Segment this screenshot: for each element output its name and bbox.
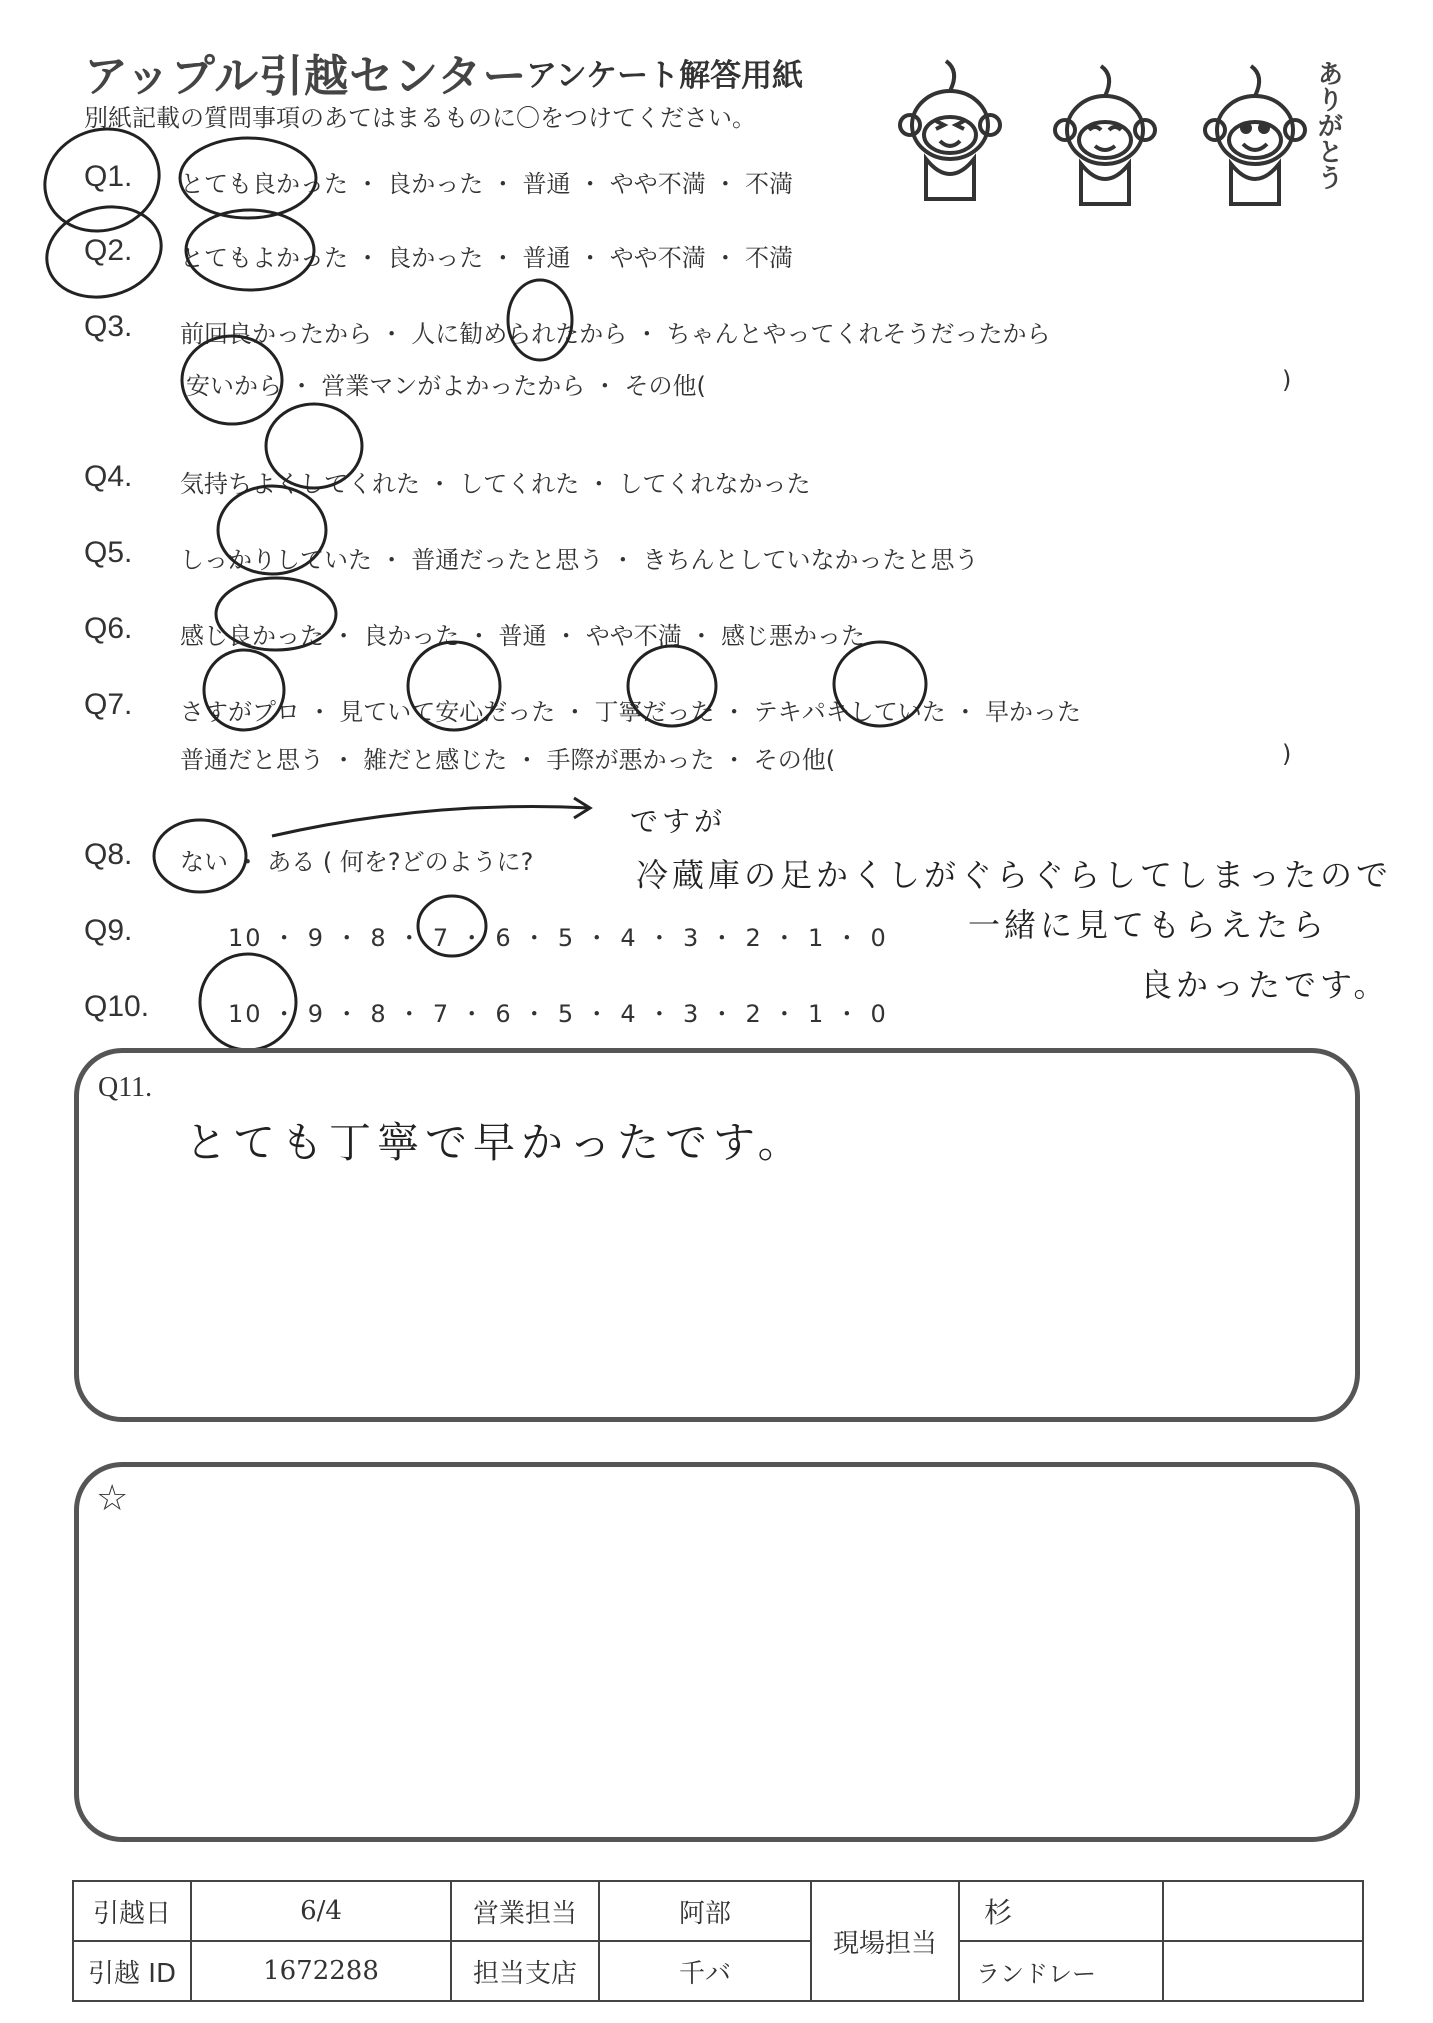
q3-options: 前回良かったから ・ 人に勧められたから ・ ちゃんとやってくれそうだったから <box>180 320 1051 348</box>
q3-label: Q3. <box>84 310 133 343</box>
q5-label: Q5. <box>84 536 133 569</box>
q3-close-paren: ) <box>1282 366 1292 394</box>
q10-label: Q10. <box>84 990 150 1023</box>
q11-comment-box <box>74 1048 1360 1422</box>
q11-label: Q11. <box>98 1072 153 1103</box>
move-id-label: 引越 ID <box>73 1941 191 2001</box>
site-value-1: 杉 <box>959 1881 1163 1941</box>
q9-label: Q9. <box>84 914 133 947</box>
q10-scale: 10 ・ 9 ・ 8 ・ 7 ・ 6 ・ 5 ・ 4 ・ 3 ・ 2 ・ 1 ・ 0 <box>228 1000 888 1028</box>
note-line-1: ですが <box>630 805 727 838</box>
sales-value: 阿部 <box>599 1881 811 1941</box>
instruction-text: 別紙記載の質問事項のあてはまるものに〇をつけてください。 <box>84 104 756 132</box>
q5-options: しっかりしていた ・ 普通だったと思う ・ きちんとしていなかったと思う <box>180 546 979 574</box>
star-comment-box <box>74 1462 1360 1842</box>
q9-scale: 10 ・ 9 ・ 8 ・ 7 ・ 6 ・ 5 ・ 4 ・ 3 ・ 2 ・ 1 ・ 0 <box>228 924 888 952</box>
move-date-value: 6/4 <box>191 1881 451 1941</box>
star-icon: ☆ <box>96 1478 129 1519</box>
q7-options-line2: 普通だと思う ・ 雑だと感じた ・ 手際が悪かった ・ その他( <box>180 746 836 774</box>
branch-value: 千バ <box>599 1941 811 2001</box>
q6-options: 感じ良かった ・ 良かった ・ 普通 ・ やや不満 ・ 感じ悪かった <box>180 622 866 650</box>
q4-label: Q4. <box>84 460 133 493</box>
thanks-text: ありがとう <box>1313 60 1343 190</box>
note-line-4: 良かったです。 <box>1140 966 1390 1004</box>
move-date-label: 引越日 <box>73 1881 191 1941</box>
q3-options-line2: 安いから ・ 営業マンがよかったから ・ その他( <box>186 372 706 400</box>
q8-options: ない ・ ある ( 何を?どのように? <box>180 848 534 876</box>
q7-label: Q7. <box>84 688 133 721</box>
form-title: アンケート解答用紙 <box>526 58 804 94</box>
q4-options: 気持ちよくしてくれた ・ してくれた ・ してくれなかった <box>180 470 811 498</box>
q8-label: Q8. <box>84 838 133 871</box>
site-label: 現場担当 <box>811 1881 959 2001</box>
q1-label: Q1. <box>84 160 133 193</box>
site-value-2: ランドレー <box>959 1941 1163 2001</box>
move-id-value: 1672288 <box>191 1941 451 2001</box>
q11-comment: とても丁寧で早かったです。 <box>185 1118 806 1167</box>
company-name: アップル引越センター <box>84 51 528 102</box>
q7-close-paren: ) <box>1282 740 1292 768</box>
footer-info-table <box>72 1880 1364 2002</box>
branch-label: 担当支店 <box>451 1941 599 2001</box>
monkey-mascots-icon <box>890 40 1340 215</box>
sales-label: 営業担当 <box>451 1881 599 1941</box>
site-empty-1 <box>1163 1881 1363 1941</box>
q1-options: とても良かった ・ 良かった ・ 普通 ・ やや不満 ・ 不満 <box>180 170 794 198</box>
q2-label: Q2. <box>84 234 133 267</box>
note-line-2: 冷蔵庫の足かくしがぐらぐらしてしまったので <box>636 856 1393 894</box>
q8-arrow <box>272 807 590 836</box>
q2-options: とてもよかった ・ 良かった ・ 普通 ・ やや不満 ・ 不満 <box>180 244 794 272</box>
q7-options: さすがプロ ・ 見ていて安心だった ・ 丁寧だった ・ テキパキしていた ・ 早かった <box>180 698 1082 726</box>
note-line-3: 一緒に見てもらえたら <box>968 906 1329 944</box>
q6-label: Q6. <box>84 612 133 645</box>
site-empty-2 <box>1163 1941 1363 2001</box>
